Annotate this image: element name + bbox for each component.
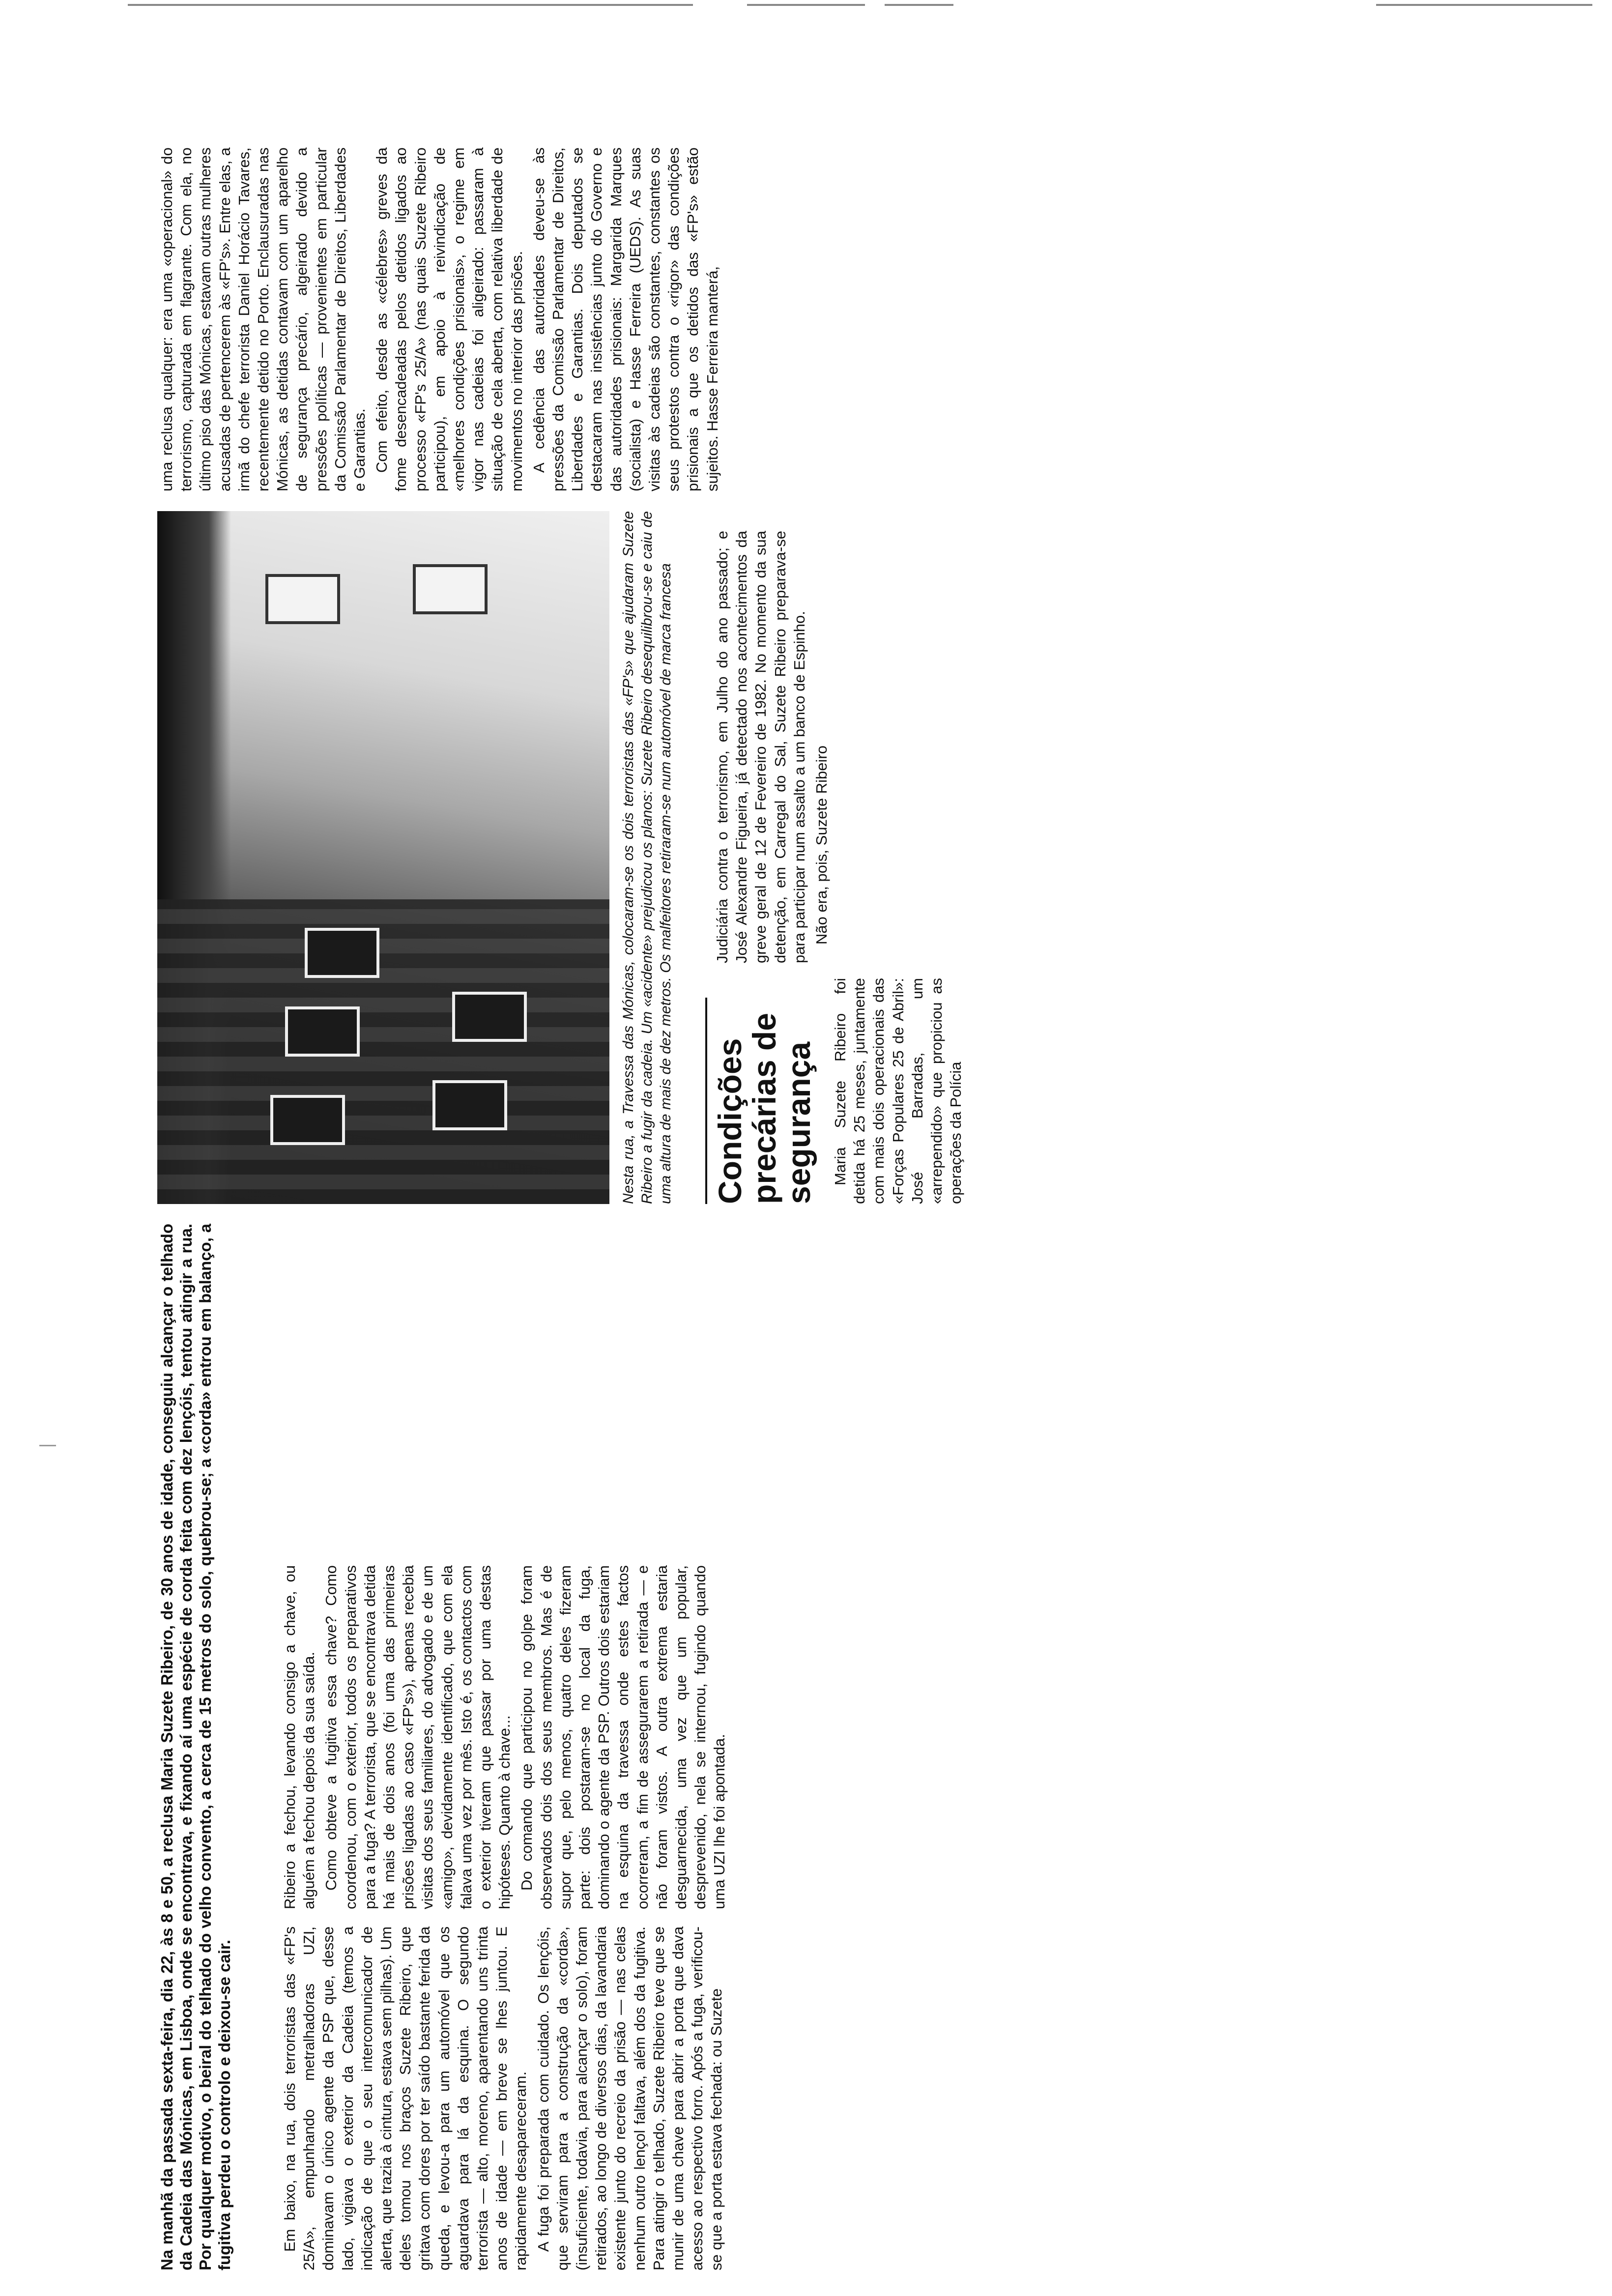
photo-caption: Nesta rua, a Travessa das Mónicas, colocaram-se os dois terroristas das «FP's» que ajudaram Suzete Ribeiro a fugir da cadeia. Um «acidente» prejudicou os planos: Suzete Ribeiro desequilibrou-se e caiu de uma altura de mais de dez metros. Os malfeitores retiraram-se num automóvel de marca francesa: [620, 511, 674, 1204]
column-2: [280, 1565, 729, 1909]
column-3: [831, 978, 965, 1204]
street-photo: [157, 511, 609, 1204]
column-5-paragraph: Com efeito, desde as «célebres» greves da fome desencadeadas pelos detidos ligados ao processo «FP's 25/A» (nas quais Suzete Ribeiro participou), em apoio à reivindicação de «melhores condições prisionais», o regime em vigor nas cadeias foi aligeirado: passaram à situação de cela aberta, com relativa liberdade de movimentos no interior das prisões.: [373, 147, 525, 491]
column-4: [713, 531, 831, 963]
section-heading: Condições precárias de segurança: [712, 1013, 817, 1204]
column-2-paragraph: Como obteve a fugitiva essa chave? Como coordenou, com o exterior, todos os preparativos para a fuga? A terrorista, que se encontrava detida há mais de dois anos (foi uma das primeiras prisões ligadas ao caso «FP's»), apenas recebia visitas dos seus familiares, do advogado e de um «amigo», devidamente identificado, que com ela falava uma vez por mês. Isto é, os contactos com o exterior tiveram que passar por uma destas hipóteses. Quanto à chave...: [322, 1565, 514, 1909]
margin-mark: [39, 1445, 56, 1446]
photo-window: [413, 564, 488, 614]
column-4-paragraph: Judiciária contra o terrorismo, em Julho do ano passado; e José Alexandre Figueira, já detectado nos acontecimentos da greve geral de 12 de Fevereiro de 1982. No momento da sua detenção, em Carregal do Sal, Suzete Ribeiro preparava-se para participar num assalto a um banco de Espinho.: [714, 531, 808, 963]
photo-window: [285, 1006, 360, 1057]
heading-rule: [705, 998, 707, 1204]
column-3-paragraph: Maria Suzete Ribeiro foi detida há 25 meses, juntamente com mais dois operacionais das «Forças Populares 25 de Abril»: José Barradas, um «arrependido» que propiciou as operações da Polícia: [832, 978, 965, 1204]
newspaper-page: [157, 147, 1219, 2270]
column-5-paragraph: uma reclusa qualquer: era uma «operacional» do terrorismo, capturada em flagrante. Com ela, no último piso das Mónicas, estavam outras mulheres acusadas de pertencerem às «FP's». Entre elas, a irmã do chefe terrorista Daniel Horácio Tavares, recentemente detido no Porto. Enclausuradas nas Mónicas, as detidas contavam com um aparelho de segurança precário, algeirado devido a pressões políticas — provenientes em particular da Comissão Parlamentar de Direitos, Liberdades e Garantias.: [158, 147, 369, 491]
top-scan-line: [885, 4, 953, 6]
column-5-paragraph: A cedência das autoridades deveu-se às pressões da Comissão Parlamentar de Direitos, Liberdades e Garantias. Dois deputados se destacaram nas insistências junto do Governo e das autoridades prisionais: Margarida Marques (socialista) e Hasse Ferreira (UEDS). As suas visitas às cadeias são constantes, constantes os seus protestos contra o «rigor» das condições prisionais a que os detidos das «FP's» estão sujeitos. Hasse Ferreira manterá,: [530, 147, 721, 491]
rotated-article: [157, 147, 1219, 2270]
top-scan-line: [747, 4, 865, 6]
column-4-paragraph: Não era, pois, Suzete Ribeiro: [813, 746, 831, 945]
photo-window: [270, 1095, 345, 1145]
column-5: [157, 147, 722, 491]
photo-window: [432, 1080, 507, 1130]
photo-building-wall: [157, 899, 609, 1204]
column-1: [280, 1926, 726, 2270]
article-lead: Na manhã da passada sexta-feira, dia 22, às 8 e 50, a reclusa Maria Suzete Ribeiro, de 30 anos de idade, conseguiu alcançar o telhado da Cadeia das Mónicas, em Lisboa, onde se encontrava, e fixando aí uma espécie de corda feita com dez lençóis, tentou atingir a rua. Por qualquer motivo, o beiral do telhado do velho convento, a cerca de 15 metros do solo, quebrou-se; a «corda» entrou em balanço, a fugitiva perdeu o controlo e deixou-se cair.: [158, 1224, 233, 2270]
column-2-paragraph: Do comando que participou no golpe foram observados dois dos seus membros. Mas é de supor que, pelo menos, quatro deles fizeram parte: dois postaram-se no local da fuga, dominando o agente da PSP. Outros dois estariam na esquina da travessa onde estes factos ocorreram, a fim de assegurarem a retirada — e não foram vistos. A outra extrema estaria desguarnecida, uma vez que um popular, desprevenido, nela se internou, fugindo quando uma UZI lhe foi apontada.: [518, 1565, 728, 1909]
top-scan-line: [128, 4, 693, 6]
photo-window: [305, 928, 379, 978]
column-1-paragraph: Em baixo, na rua, dois terroristas das «FP's 25/A», empunhando metralhadoras UZI, dominavam o único agente da PSP que, desse lado, vigiava o exterior da Cadeia (temos a indicação de que o seu intercomunicador de alerta, que trazia à cintura, estava sem pilhas). Um deles tomou nos braços Suzete Ribeiro, que gritava com dores por ter saído bastante ferida da queda, e levou-a para um automóvel que os aguardava para lá da esquina. O segundo terrorista — alto, moreno, aparentando uns trinta anos de idade — em breve se lhes juntou. E rapidamente desapareceram.: [281, 1926, 530, 2270]
photo-window: [265, 574, 340, 624]
column-1-paragraph: A fuga foi preparada com cuidado. Os lençóis, que serviram para a construção da «corda», (insuficiente, todavia, para alcançar o solo), foram retirados, ao longo de diversos dias, da lavandaria existente junto do recreio da prisão — nas celas nenhum outro lençol faltava, além dos da fugitiva. Para atingir o telhado, Suzete Ribeiro teve que se munir de uma chave para abrir a porta que dava acesso ao respectivo forro. Após a fuga, verificou-se que a porta estava fechada: ou Suzete: [534, 1926, 725, 2270]
top-scan-line: [1376, 4, 1592, 6]
photo-window: [452, 992, 527, 1042]
column-2-paragraph: Ribeiro a fechou, levando consigo a chave, ou alguém a fechou depois da sua saída.: [281, 1565, 318, 1909]
